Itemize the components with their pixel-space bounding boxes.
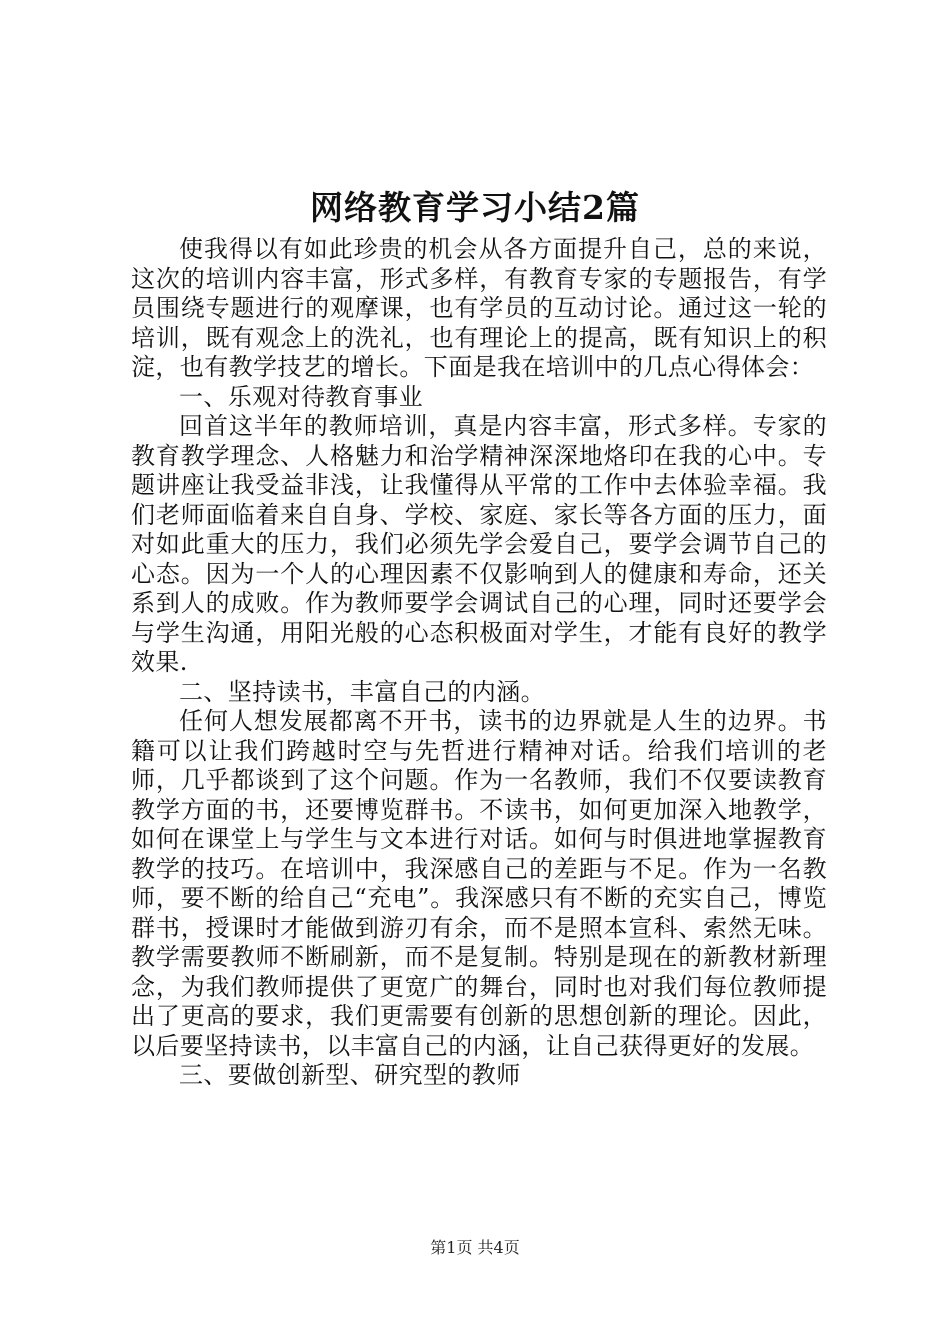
page-number-footer: 第1页 共4页	[430, 1238, 520, 1257]
document-body	[131, 235, 827, 1091]
section-heading-3: 三、要做创新型、研究型的教师	[179, 1061, 521, 1089]
paragraph-intro: 使我得以有如此珍贵的机会从各方面提升自己，总的来说，这次的培训内容丰富，形式多样，有教育专家的专题报告，有学员围绕专题进行的观摩课，也有学员的互动讨论。通过这一轮的培训，既有观念上的洗礼，也有理论上的提高，既有知识上的积淀，也有教学技艺的增长。下面是我在培训中的几点心得体会：	[131, 235, 827, 381]
section-heading-1: 一、乐观对待教育事业	[179, 382, 423, 411]
document-title: 网络教育学习小结2篇	[310, 188, 640, 227]
paragraph-section-1: 回首这半年的教师培训，真是内容丰富，形式多样。专家的教育教学理念、人格魅力和治学精神深深地烙印在我的心中。专题讲座让我受益非浅，让我懂得从平常的工作中去体验幸福。我们老师面临着来自自身、学校、家庭、家长等各方面的压力，面对如此重大的压力，我们必须先学会爱自己，要学会调节自己的心态。因为一个人的心理因素不仅影响到人的健康和寿命，还关系到人的成败。作为教师要学会调试自己的心理，同时还要学会与学生沟通，用阳光般的心态积极面对学生，才能有良好的教学效果.	[131, 412, 827, 676]
paragraph-section-2: 任何人想发展都离不开书，读书的边界就是人生的边界。书籍可以让我们跨越时空与先哲进行精神对话。给我们培训的老师，几乎都谈到了这个问题。作为一名教师，我们不仅要读教育教学方面的书，还要博览群书。不读书，如何更加深入地教学，如何在课堂上与学生与文本进行对话。如何与时俱进地掌握教育教学的技巧。在培训中，我深感自己的差距与不足。作为一名教师，要不断的给自己“充电”。我深感只有不断的充实自己，博览群书，授课时才能做到游刃有余，而不是照本宣科、索然无味。教学需要教师不断刷新，而不是复制。特别是现在的新教材新理念，为我们教师提供了更宽广的舞台，同时也对我们每位教师提出了更高的要求，我们更需要有创新的思想创新的理论。因此，以后要坚持读书，以丰富自己的内涵，让自己获得更好的发展。	[131, 707, 827, 1060]
section-heading-2: 二、坚持读书，丰富自己的内涵。	[179, 677, 545, 706]
